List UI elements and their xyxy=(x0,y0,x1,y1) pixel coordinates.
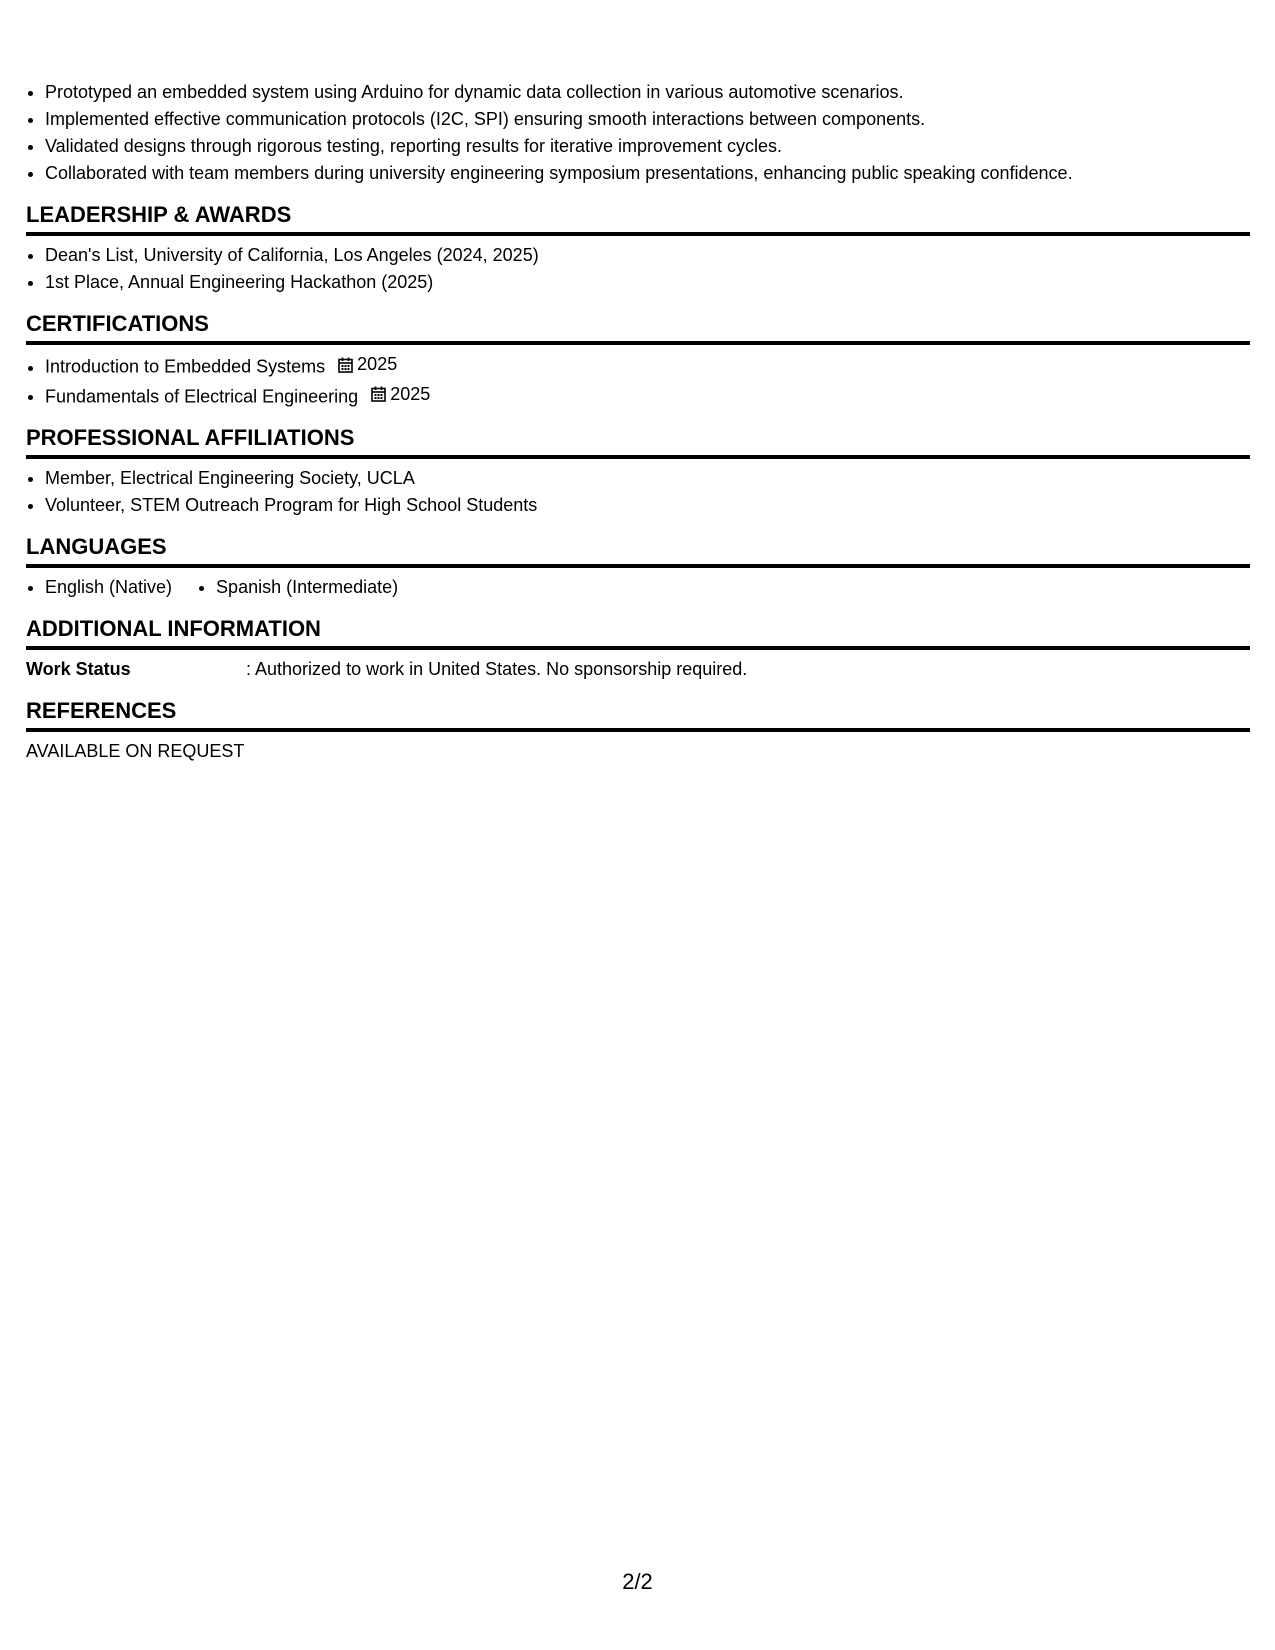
certifications-title: CERTIFICATIONS xyxy=(26,309,1250,345)
experience-bullet: • Validated designs through rigorous testing, reporting results for iterative improvement cycles. xyxy=(45,133,1250,160)
certification-year: 2025 xyxy=(390,383,431,404)
experience-bullets xyxy=(26,79,1250,187)
languages-section xyxy=(26,532,1250,601)
experience-bullet: • Implemented effective communication protocols (I2C, SPI) ensuring smooth interactions between components. xyxy=(45,106,1250,133)
additional-info-title: ADDITIONAL INFORMATION xyxy=(26,614,1250,650)
leadership-section xyxy=(26,200,1250,296)
language-item: • Spanish (Intermediate) xyxy=(216,574,398,601)
affiliations-list xyxy=(26,465,1250,519)
certification-year: 2025 xyxy=(357,354,398,374)
languages-title: LANGUAGES xyxy=(26,532,1250,568)
certification-name: Fundamentals of Electrical Engineering xyxy=(45,386,359,406)
additional-info-section xyxy=(26,614,1250,683)
work-status-row xyxy=(26,656,1250,683)
resume-page xyxy=(26,0,1250,765)
affiliation-item: • Volunteer, STEM Outreach Program for High School Students xyxy=(45,492,1250,519)
language-item: • English (Native) xyxy=(45,574,172,601)
work-status-value: : Authorized to work in United States. No sponsorship required. xyxy=(246,659,748,679)
certifications-list xyxy=(26,351,1250,410)
references-text: AVAILABLE ON REQUEST xyxy=(26,741,245,761)
certification-date xyxy=(338,351,397,378)
calendar-icon xyxy=(371,386,386,402)
certification-date xyxy=(371,381,430,408)
references-title: REFERENCES xyxy=(26,696,1250,732)
references-section xyxy=(26,696,1250,765)
work-status-label: Work Status xyxy=(26,659,131,679)
affiliation-item: • Member, Electrical Engineering Society, UCLA xyxy=(45,465,1250,492)
leadership-title: LEADERSHIP & AWARDS xyxy=(26,200,1250,236)
calendar-icon xyxy=(338,357,353,373)
affiliations-title: PROFESSIONAL AFFILIATIONS xyxy=(26,423,1250,459)
leadership-list xyxy=(26,242,1250,296)
experience-bullet: • Prototyped an embedded system using Arduino for dynamic data collection in various automotive scenarios. xyxy=(45,79,1250,106)
certification-name: Introduction to Embedded Systems xyxy=(45,356,326,377)
certification-item xyxy=(45,381,1250,411)
experience-bullet: • Collaborated with team members during university engineering symposium presentations, enhancing public speaking confidence. xyxy=(45,160,1250,187)
page-number: 2/2 xyxy=(622,1569,653,1594)
leadership-item: • Dean's List, University of California, Los Angeles (2024, 2025) xyxy=(45,242,1250,269)
affiliations-section xyxy=(26,423,1250,519)
languages-list xyxy=(26,574,1250,601)
leadership-item: • 1st Place, Annual Engineering Hackathon (2025) xyxy=(45,269,1250,296)
certification-item xyxy=(45,351,1250,381)
certifications-section xyxy=(26,309,1250,410)
